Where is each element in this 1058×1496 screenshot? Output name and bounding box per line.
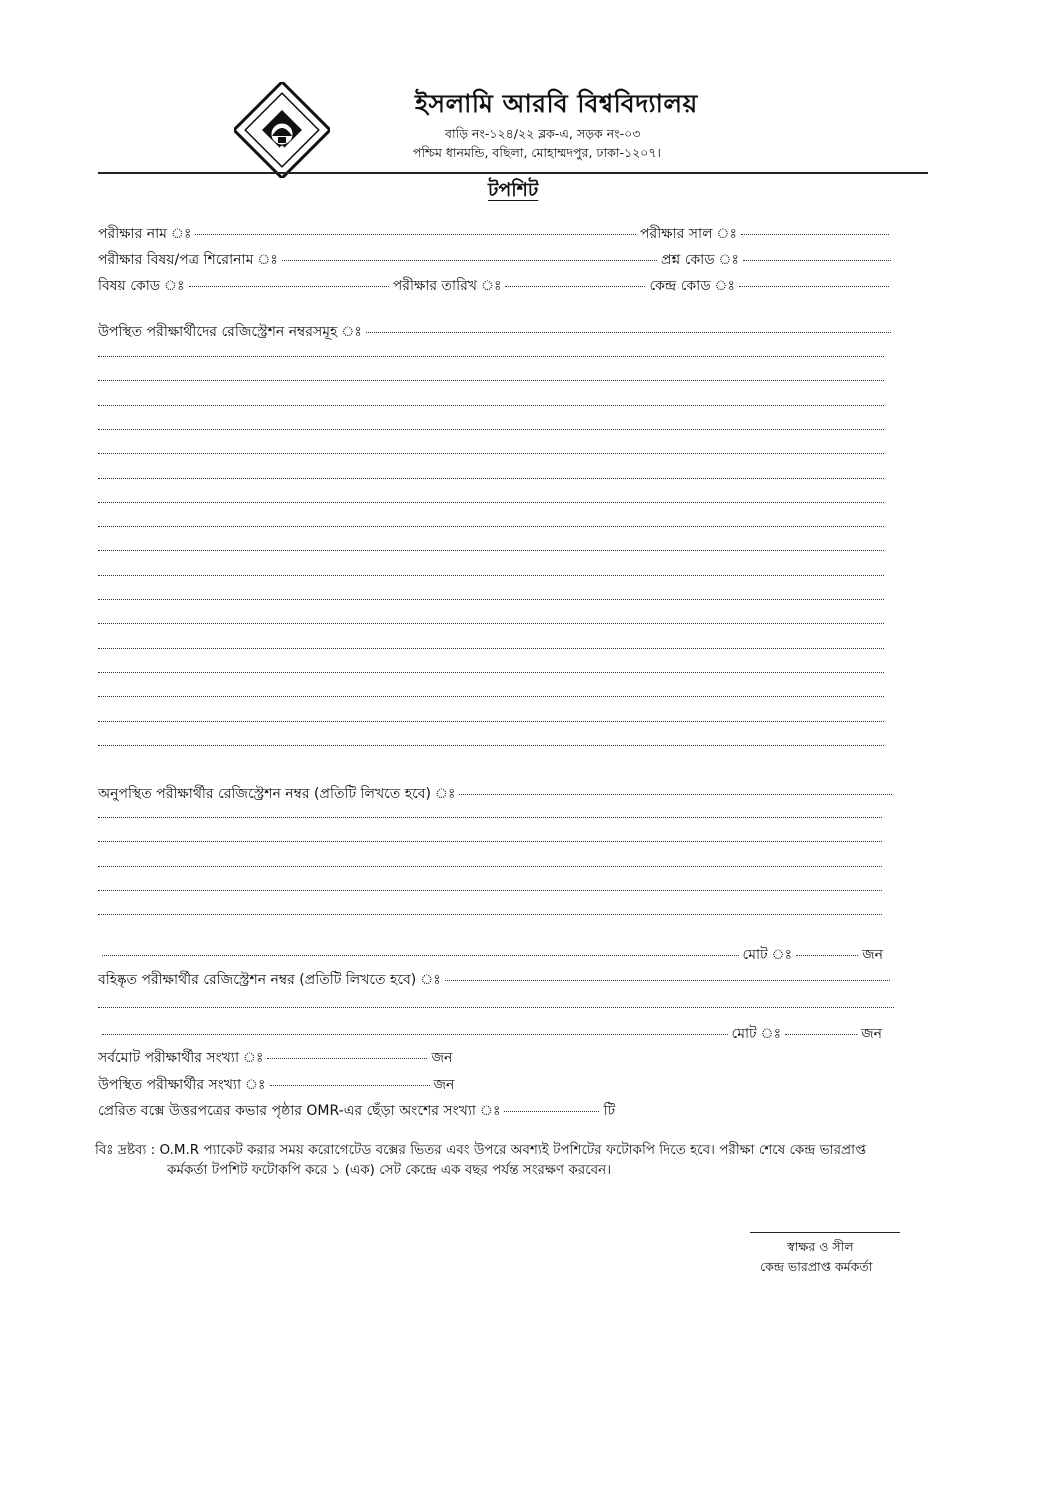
omr-count-blank[interactable] — [504, 1111, 599, 1112]
present-registration-line[interactable] — [98, 526, 884, 527]
question-code-blank[interactable] — [743, 260, 891, 261]
subject-title-label: পরীক্ষার বিষয়/পত্র শিরোনাম ঃ — [98, 252, 278, 268]
present-registration-line[interactable] — [98, 745, 884, 746]
absent-registrations-blank[interactable] — [459, 794, 892, 795]
absent-total-unit: জন — [862, 947, 883, 963]
row-exam-name-year — [98, 222, 893, 246]
exam-date-label: পরীক্ষার তারিখ ঃ — [392, 278, 502, 294]
exam-date-blank[interactable] — [505, 286, 645, 287]
subject-code-blank[interactable] — [189, 286, 389, 287]
present-registration-line[interactable] — [98, 550, 884, 551]
absent-last-blank[interactable] — [102, 955, 739, 956]
row-subject-question — [98, 248, 895, 272]
absent-registration-line[interactable] — [98, 890, 882, 891]
exam-name-blank[interactable] — [195, 234, 636, 235]
present-registration-line[interactable] — [98, 599, 884, 600]
absent-registration-line[interactable] — [98, 817, 882, 818]
absent-registration-line[interactable] — [98, 841, 882, 842]
omr-count-unit: টি — [603, 1103, 616, 1119]
grand-total-row — [98, 1046, 452, 1070]
absent-registration-line[interactable] — [98, 866, 882, 867]
absent-total-blank[interactable] — [796, 955, 858, 956]
document-title: টপশিট — [488, 179, 539, 201]
signature-line[interactable] — [750, 1232, 900, 1233]
expelled-total-blank[interactable] — [785, 1034, 857, 1035]
note — [95, 1140, 935, 1180]
present-registration-line[interactable] — [98, 453, 884, 454]
present-count-label: উপস্থিত পরীক্ষার্থীর সংখ্যা ঃ — [98, 1077, 266, 1093]
grand-total-blank[interactable] — [267, 1058, 427, 1059]
absent-total-row — [98, 943, 883, 967]
present-count-unit: জন — [433, 1077, 455, 1093]
present-count-blank[interactable] — [270, 1085, 430, 1086]
present-registrations-heading — [98, 320, 895, 344]
present-registration-line[interactable] — [98, 575, 884, 576]
note-line-1: বিঃ দ্রষ্টব্য : O.M.R প্যাকেট করার সময় করোগেটেড বক্সের ভিতর এবং উপরে অবশ্যই টপশিটের ফটোকপি দিতে হবে। পরীক্ষা শেষে কেন্দ্র ভারপ্রাপ্ত — [95, 1142, 867, 1158]
university-name: ইসলামি আরবি বিশ্ববিদ্যালয় — [415, 89, 698, 118]
omr-count-label: প্রেরিত বক্সে উত্তরপত্রের কভার পৃষ্ঠার OMR-এর ছেঁড়া অংশের সংখ্যা ঃ — [98, 1103, 501, 1119]
address-line-2: পশ্চিম ধানমন্ডি, বছিলা, মোহাম্মদপুর, ঢাকা-১২০৭। — [413, 145, 661, 160]
center-code-blank[interactable] — [739, 286, 889, 287]
question-code-label: প্রশ্ন কোড ঃ — [660, 252, 739, 268]
present-registration-line[interactable] — [98, 672, 884, 673]
expelled-total-label: মোট ঃ — [731, 1026, 782, 1042]
present-registration-line[interactable] — [98, 429, 884, 430]
exam-year-label: পরীক্ষার সাল ঃ — [640, 226, 737, 242]
address-line-1: বাড়ি নং-১২৪/২২ ব্লক-এ, সড়ক নং-০৩ — [445, 126, 641, 141]
expelled-total-row — [98, 1022, 882, 1046]
absent-registrations-heading — [98, 782, 896, 806]
signature-label: স্বাক্ষর ও সীল — [787, 1239, 854, 1254]
absent-registrations-label: অনুপস্থিত পরীক্ষার্থীর রেজিস্ট্রেশন নম্বর (প্রতিটি লিখতে হবে) ঃ — [98, 786, 456, 802]
present-registrations-label: উপস্থিত পরীক্ষার্থীদের রেজিস্ট্রেশন নম্বরসমূহ ঃ — [98, 324, 362, 340]
exam-name-label: পরীক্ষার নাম ঃ — [98, 226, 192, 242]
expelled-registrations-label: বহিষ্কৃত পরীক্ষার্থীর রেজিস্ট্রেশন নম্বর (প্রতিটি লিখতে হবে) ঃ — [98, 972, 441, 988]
present-count-row — [98, 1073, 454, 1097]
signature-officer: কেন্দ্র ভারপ্রাপ্ত কর্মকর্তা — [760, 1259, 873, 1274]
grand-total-label: সর্বমোট পরীক্ষার্থীর সংখ্যা ঃ — [98, 1050, 264, 1066]
present-registration-line[interactable] — [98, 502, 884, 503]
present-registration-line[interactable] — [98, 356, 884, 357]
present-registration-line[interactable] — [98, 623, 884, 624]
expelled-last-blank[interactable] — [102, 1034, 728, 1035]
present-registration-line[interactable] — [98, 405, 884, 406]
expelled-registration-line[interactable] — [98, 1007, 894, 1008]
present-registrations-blank[interactable] — [366, 332, 891, 333]
present-registration-line[interactable] — [98, 696, 884, 697]
absent-total-label: মোট ঃ — [742, 947, 793, 963]
row-codes-date — [98, 274, 893, 298]
absent-registration-line[interactable] — [98, 914, 882, 915]
expelled-registrations-blank[interactable] — [445, 980, 890, 981]
exam-year-blank[interactable] — [741, 234, 889, 235]
header-divider — [98, 172, 928, 174]
present-registration-line[interactable] — [98, 478, 884, 479]
subject-code-label: বিষয় কোড ঃ — [98, 278, 185, 294]
present-registration-line[interactable] — [98, 648, 884, 649]
subject-title-blank[interactable] — [282, 260, 657, 261]
expelled-total-unit: জন — [861, 1026, 882, 1042]
expelled-registrations-heading — [98, 968, 894, 992]
omr-count-row — [98, 1099, 615, 1123]
note-line-2: কর্মকর্তা টপশিট ফটোকপি করে ১ (এক) সেট কেন্দ্রে এক বছর পর্যন্ত সংরক্ষণ করবেন। — [167, 1162, 612, 1178]
grand-total-unit: জন — [431, 1050, 453, 1066]
center-code-label: কেন্দ্র কোড ঃ — [649, 278, 735, 294]
present-registration-line[interactable] — [98, 380, 884, 381]
university-logo — [234, 82, 330, 178]
present-registration-line[interactable] — [98, 721, 884, 722]
